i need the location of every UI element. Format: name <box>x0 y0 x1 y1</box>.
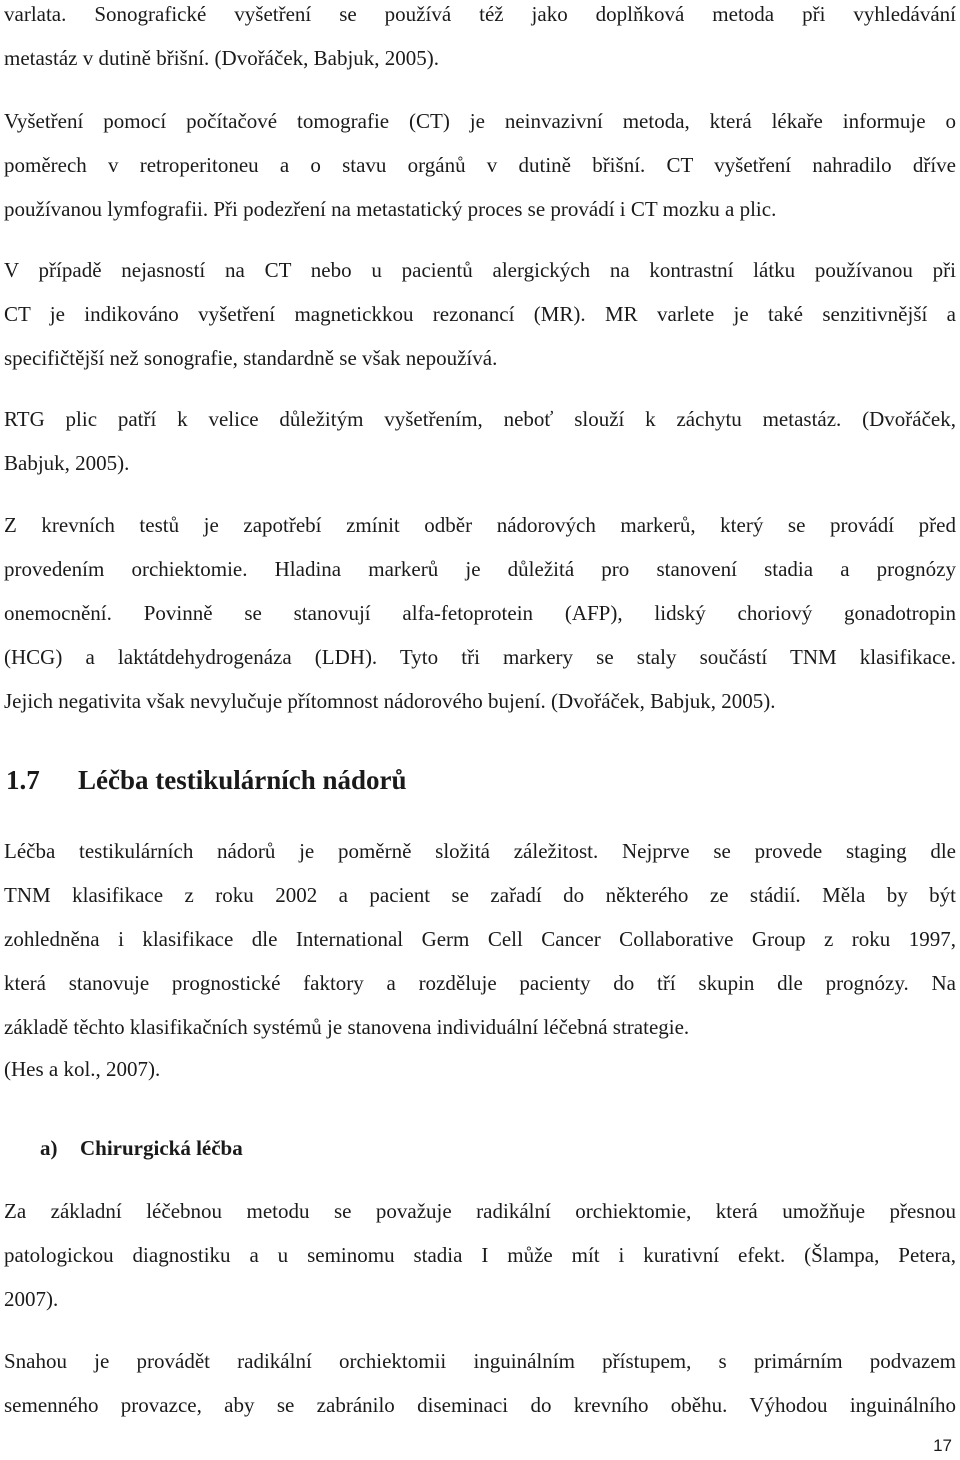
text-line: Z krevních testů je zapotřebí zmínit odběr nádorových markerů, který se provádí před <box>4 513 956 537</box>
text-line: semenného provazce, aby se zabránilo diseminaci do krevního oběhu. Výhodou inguinálního <box>4 1393 956 1417</box>
text-line: Snahou je provádět radikální orchiektomii inguinálním přístupem, s primárním podvazem <box>4 1349 956 1373</box>
text-line: specifičtější než sonografie, standardně se však nepoužívá. <box>4 346 498 370</box>
text-line: patologickou diagnostiku a u seminomu stadia I může mít i kurativní efekt. (Šlampa, Petera, <box>4 1243 956 1267</box>
paragraph-ct <box>4 99 956 231</box>
subsection-heading <box>40 1133 243 1163</box>
page-number: 17 <box>933 1436 952 1455</box>
text-line: která stanovuje prognostické faktory a rozděluje pacienty do tří skupin dle prognózy. Na <box>4 971 956 995</box>
text-line: zohledněna i klasifikace dle International Germ Cell Cancer Collaborative Group z roku 1997, <box>4 927 956 951</box>
text-line: (HCG) a laktátdehydrogenáza (LDH). Tyto tři markery se staly součástí TNM klasifikace. <box>4 645 956 669</box>
paragraph-mr <box>4 248 956 380</box>
paragraph-markers <box>4 503 956 723</box>
text-line: TNM klasifikace z roku 2002 a pacient se zařadí do některého ze stádií. Měla by být <box>4 883 956 907</box>
text-line: metastáz v dutině břišní. (Dvořáček, Babjuk, 2005). <box>4 46 440 70</box>
text-line: onemocnění. Povinně se stanovují alfa-fetoprotein (AFP), lidský choriový gonadotropin <box>4 601 956 625</box>
text-line: Jejich negativita však nevylučuje přítomnost nádorového bujení. (Dvořáček, Babjuk, 2005). <box>4 689 776 713</box>
section-title: Léčba testikulárních nádorů <box>78 765 407 795</box>
paragraph-treatment <box>4 829 956 1091</box>
text-line: 2007). <box>4 1287 59 1311</box>
section-heading <box>6 762 407 798</box>
paragraph-inguinal <box>4 1339 956 1427</box>
text-line: CT je indikováno vyšetření magnetickkou rezonancí (MR). MR varlete je také senzitivnější a <box>4 302 956 326</box>
section-number: 1.7 <box>6 765 40 795</box>
text-line: varlata. Sonografické vyšetření se používá též jako doplňková metoda při vyhledávání <box>4 2 956 26</box>
text-line: Léčba testikulárních nádorů je poměrně složitá záležitost. Nejprve se provede staging dle <box>4 839 956 863</box>
text-line: používanou lymfografii. Při podezření na metastatický proces se provádí i CT mozku a plic. <box>4 197 777 221</box>
text-line: Za základní léčebnou metodu se považuje radikální orchiektomie, která umožňuje přesnou <box>4 1199 956 1223</box>
subsection-letter: a) <box>40 1136 58 1160</box>
paragraph-ultrasound <box>4 0 956 80</box>
text-line: Babjuk, 2005). <box>4 451 130 475</box>
subsection-title: Chirurgická léčba <box>80 1136 243 1160</box>
text-line: Vyšetření pomocí počítačové tomografie (CT) je neinvazivní metoda, která lékaře informuje o <box>4 109 956 133</box>
paragraph-rtg <box>4 397 956 485</box>
text-line: V případě nejasností na CT nebo u pacientů alergických na kontrastní látku používanou při <box>4 258 956 282</box>
text-line: (Hes a kol., 2007). <box>4 1057 161 1081</box>
text-line: poměrech v retroperitoneu a o stavu orgánů v dutině břišní. CT vyšetření nahradilo dříve <box>4 153 956 177</box>
text-line: provedením orchiektomie. Hladina markerů je důležitá pro stanovení stadia a prognózy <box>4 557 956 581</box>
text-line: RTG plic patří k velice důležitým vyšetřením, neboť slouží k záchytu metastáz. (Dvořáček, <box>4 407 956 431</box>
paragraph-orchiectomy <box>4 1189 956 1321</box>
text-line: základě těchto klasifikačních systémů je stanovena individuální léčebná strategie. <box>4 1015 690 1039</box>
